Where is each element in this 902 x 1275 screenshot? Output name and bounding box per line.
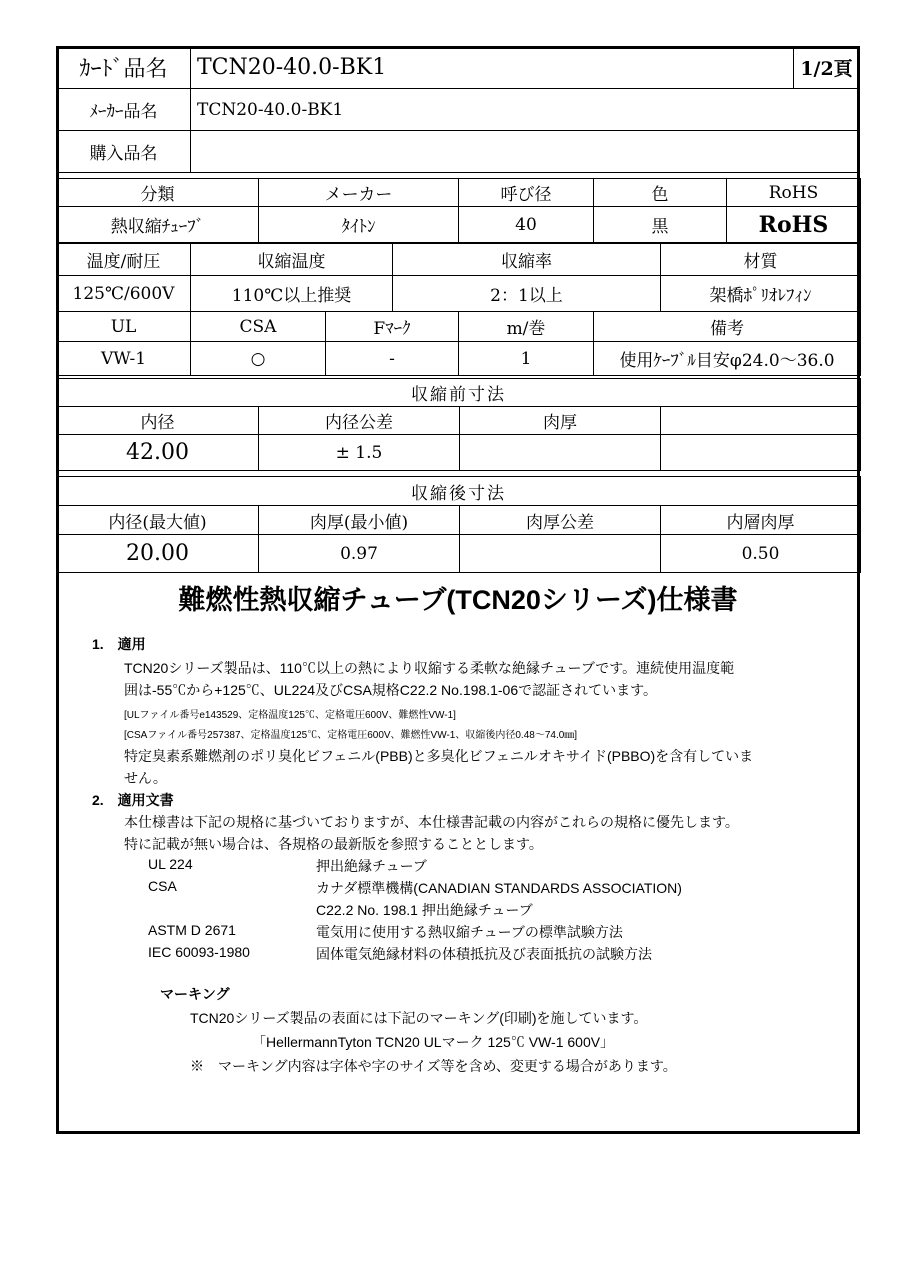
after-wall-tolerance-label: 肉厚公差 xyxy=(460,506,661,535)
shrink-temp-label: 収縮温度 xyxy=(191,244,393,276)
shrink-temp-value: 110℃以上推奨 xyxy=(191,276,393,312)
after-shrink-table xyxy=(56,476,861,573)
temp-voltage-value: 125℃/600V xyxy=(57,276,191,312)
section2-line2: 特に記載が無い場合は、各規格の最新版を参照することとします。 xyxy=(124,836,543,852)
marking-line1: TCN20シリーズ製品の表面には下記のマーキング(印刷)を施しています。 xyxy=(190,1010,648,1026)
card-name-label: ｶｰﾄﾞ品名 xyxy=(57,47,191,89)
marking-heading: マーキング xyxy=(160,986,230,1002)
maker-name-value: TCN20-40.0-BK1 xyxy=(191,89,860,131)
purchase-name-value xyxy=(191,131,860,173)
rohs-value: RoHS xyxy=(727,207,861,243)
ul-label: UL xyxy=(57,312,191,342)
section1-line2: 囲は-55℃から+125℃、UL224及びCSA規格C22.2 No.198.1-06で認証されています。 xyxy=(124,682,657,698)
ul-value: VW-1 xyxy=(57,342,191,376)
maker-name-label: ﾒｰｶｰ品名 xyxy=(57,89,191,131)
temp-voltage-label: 温度/耐圧 xyxy=(57,244,191,276)
before-inner-diameter-label: 内径 xyxy=(57,407,259,435)
material-value: 架橋ﾎﾟﾘｵﾚﾌｨﾝ xyxy=(661,276,861,312)
after-inner-diameter-value: 20.00 xyxy=(57,535,259,573)
per-roll-value: 1 xyxy=(459,342,594,376)
color-label: 色 xyxy=(594,179,727,207)
nominal-size-label: 呼び径 xyxy=(459,179,594,207)
f-mark-value: - xyxy=(326,342,459,376)
marking-line3: ※ マーキング内容は字体や字のサイズ等を含め、変更する場合があります。 xyxy=(190,1058,677,1074)
after-shrink-title: 収縮後寸法 xyxy=(57,477,861,506)
after-wall-tolerance-value xyxy=(460,535,661,573)
temperature-table xyxy=(56,243,861,312)
classification-label: 分類 xyxy=(57,179,259,207)
before-inner-diameter-value: 42.00 xyxy=(57,435,259,471)
section1-line3: 特定臭素系難燃剤のポリ臭化ビフェニル(PBB)と多臭化ビフェニルオキサイド(PBBO)を含有していま xyxy=(124,748,754,764)
csa-label: CSA xyxy=(191,312,326,342)
before-shrink-table xyxy=(56,378,861,471)
after-wall-min-value: 0.97 xyxy=(259,535,460,573)
doc-code: ASTM D 2671 xyxy=(148,922,236,938)
doc-code: CSA xyxy=(148,878,177,894)
rohs-label: RoHS xyxy=(727,179,861,207)
spec-title: 難燃性熱収縮チューブ(TCN20シリーズ)仕様書 xyxy=(178,585,738,615)
doc-desc: 電気用に使用する熱収縮チューブの標準試験方法 xyxy=(316,924,623,940)
classification-table xyxy=(56,178,861,243)
remarks-value: 使用ｹｰﾌﾞﾙ目安φ24.0～36.0 xyxy=(594,342,861,376)
purchase-name-label: 購入品名 xyxy=(57,131,191,173)
shrink-ratio-label: 収縮率 xyxy=(393,244,661,276)
after-inner-diameter-label: 内径(最大値) xyxy=(57,506,259,535)
before-blank-value xyxy=(661,435,861,471)
section2-line1: 本仕様書は下記の規格に基づいておりますが、本仕様書記載の内容がこれらの規格に優先します。 xyxy=(124,814,739,830)
certification-table xyxy=(56,311,861,376)
section1-heading: 1. 適用 xyxy=(92,636,146,652)
after-inner-layer-value: 0.50 xyxy=(661,535,861,573)
card-name-value: TCN20-40.0-BK1 xyxy=(191,47,794,89)
section1-line1: TCN20シリーズ製品は、110℃以上の熱により収縮する柔軟な絶縁チューブです。連続使用温度範 xyxy=(124,660,735,676)
header-table xyxy=(56,46,860,173)
color-value: 黒 xyxy=(594,207,727,243)
after-inner-layer-label: 内層肉厚 xyxy=(661,506,861,535)
before-tolerance-label: 内径公差 xyxy=(259,407,460,435)
section1-line4: せん。 xyxy=(124,770,167,786)
doc-code: IEC 60093-1980 xyxy=(148,944,250,960)
after-wall-min-label: 肉厚(最小値) xyxy=(259,506,460,535)
before-shrink-title: 収縮前寸法 xyxy=(57,379,861,407)
doc-desc: 押出絶縁チューブ xyxy=(316,858,427,874)
classification-value: 熱収縮ﾁｭｰﾌﾞ xyxy=(57,207,259,243)
section1-note2: [CSAファイル番号257387、定格温度125℃、定格電圧600V、難燃性VW-1、収縮後内径0.48～74.0㎜] xyxy=(124,730,578,741)
before-wall-label: 肉厚 xyxy=(460,407,661,435)
page-number: 1/2頁 xyxy=(794,47,860,89)
doc-desc: C22.2 No. 198.1 押出絶縁チューブ xyxy=(316,902,533,918)
csa-value: ○ xyxy=(191,342,326,376)
before-blank-label xyxy=(661,407,861,435)
per-roll-label: m/巻 xyxy=(459,312,594,342)
section2-heading: 2. 適用文書 xyxy=(92,792,174,808)
nominal-size-value: 40 xyxy=(459,207,594,243)
specification-section xyxy=(56,574,860,1074)
section1-note1: [ULファイル番号e143529、定格温度125℃、定格電圧600V、難燃性VW-1] xyxy=(124,710,456,721)
doc-code: UL 224 xyxy=(148,856,193,872)
marking-line2: 「HellermannTyton TCN20 ULマーク 125℃ VW-1 600V」 xyxy=(252,1034,615,1050)
material-label: 材質 xyxy=(661,244,861,276)
doc-desc: カナダ標準機構(CANADIAN STANDARDS ASSOCIATION) xyxy=(316,880,682,896)
maker-value: ﾀｲﾄﾝ xyxy=(259,207,459,243)
before-wall-value xyxy=(460,435,661,471)
shrink-ratio-value: 2：1以上 xyxy=(393,276,661,312)
remarks-label: 備考 xyxy=(594,312,861,342)
maker-label: メーカー xyxy=(259,179,459,207)
before-tolerance-value: ± 1.5 xyxy=(259,435,460,471)
f-mark-label: Fﾏｰｸ xyxy=(326,312,459,342)
doc-desc: 固体電気絶縁材料の体積抵抗及び表面抵抗の試験方法 xyxy=(316,946,652,962)
